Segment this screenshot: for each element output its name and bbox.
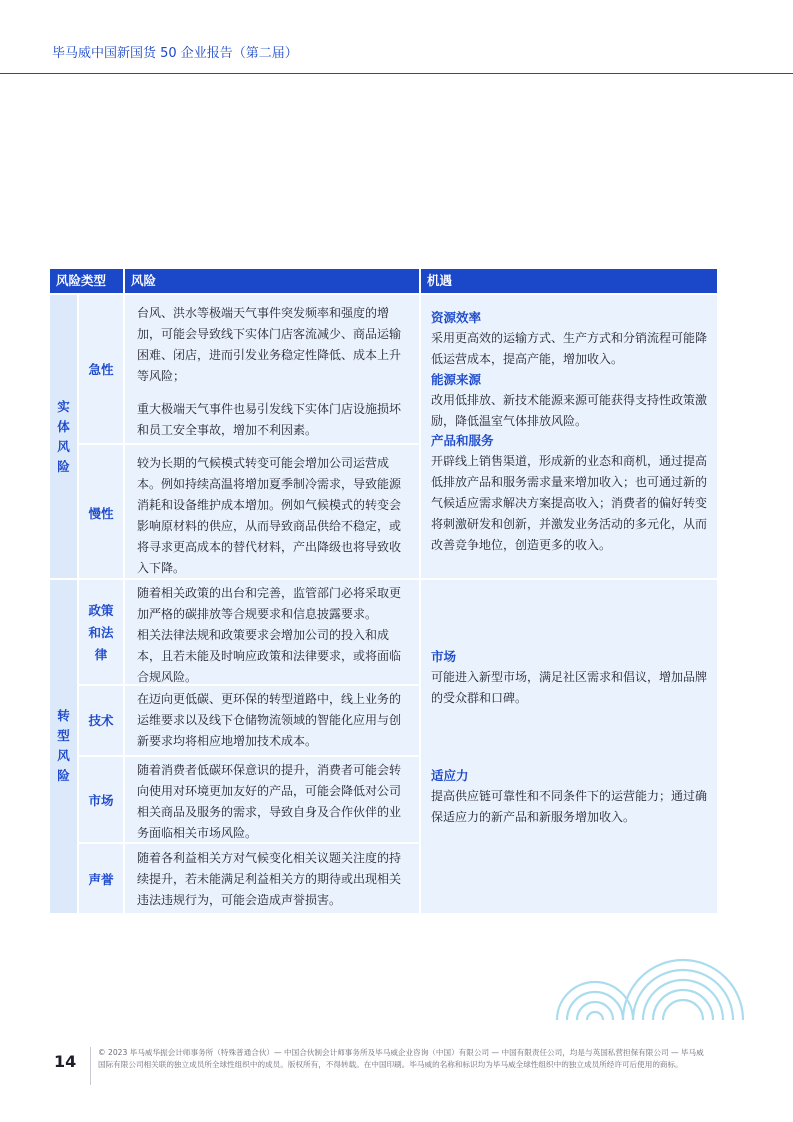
category-char: 险 [57,459,70,474]
risk-technology [125,686,419,755]
category-physical-risk [50,295,77,578]
subtype-label: 和法 [88,625,114,640]
subtype-technology [79,686,123,755]
opportunity-transition [421,580,717,913]
risk-reputation [125,844,419,913]
column-risk-type: 风险类型 [56,273,107,288]
category-char: 实 [57,399,70,414]
risk-text: 相关法律法规和政策要求会增加公司的投入和成本，且若未能及时响应政策和法律要求，或将面临合规风险。 [137,628,402,684]
footer-copyright: © 2023 毕马威华振会计师事务所（特殊普通合伙）— 中国合伙制会计师事务所及毕马威企业咨询（中国）有限公司 — 中国有限责任公司，均是与英国私营担保有限公司 — 毕马威国际有限公司相关联的独立成员所全球性组织中的成员。版权所有，不得转载。在中国印刷。毕马威的名称和标识均为毕马威全球性组织中的独立成员所经许可后使用的商标。 [98,1048,704,1069]
category-char: 转 [57,708,70,723]
opportunity-title: 资源效率 [431,310,482,325]
category-char: 体 [57,419,70,434]
category-char: 险 [57,768,70,783]
decorative-arcs-icon [555,945,745,1020]
risk-market [125,757,419,842]
opportunity-text: 提高供应链可靠性和不同条件下的运营能力；通过确保适应力的新产品和新服务增加收入。 [431,789,708,824]
opportunity-text: 可能进入新型市场，满足社区需求和倡议，增加品牌的受众群和口碑。 [431,670,708,705]
opportunity-text: 采用更高效的运输方式、生产方式和分销流程可能降低运营成本，提高产能，增加收入。 [431,331,708,366]
category-transition-risk [50,580,77,913]
category-char: 型 [57,728,70,743]
subtype-label: 律 [94,647,108,662]
subtype-chronic [79,445,123,578]
subtype-policy-law [79,580,123,684]
opportunity-title: 能源来源 [431,372,482,387]
risk-text: 台风、洪水等极端天气事件突发频率和强度的增加，可能会导致线下实体门店客流减少、商品运输困难、闭店，进而引发业务稳定性降低、成本上升等风险； [137,306,402,383]
risk-text: 重大极端天气事件也易引发线下实体门店设施损坏和员工安全事故，增加不利因素。 [137,402,402,437]
risk-acute [125,295,419,443]
subtype-label: 政策 [88,603,114,618]
page-number: 14 [54,1052,77,1071]
column-risk: 风险 [131,273,157,288]
opportunity-physical [421,295,717,578]
subtype-acute [79,295,123,443]
table-header [50,269,717,293]
risk-text: 随着各利益相关方对气候变化相关议题关注度的持续提升，若未能满足利益相关方的期待或出现相关违法违规行为，可能会造成声誉损害。 [137,851,402,907]
subtype-market [79,757,123,842]
subtype-label: 急性 [88,362,114,377]
category-char: 风 [57,748,70,763]
risk-text: 较为长期的气候模式转变可能会增加公司运营成本。例如持续高温将增加夏季制冷需求，导致能源消耗和设备维护成本增加。例如气候模式的转变会影响原材料的供应，从而导致商品供给不稳定，或将寻求更高成本的替代材料，产出降级也将导致收入下降。 [137,456,402,575]
subtype-reputation [79,844,123,913]
header-title: 毕马威中国新国货 50 企业报告（第二届） [52,46,298,61]
subtype-label: 慢性 [88,506,114,521]
opportunity-title: 市场 [431,649,457,664]
subtype-label: 市场 [88,793,114,808]
risk-text: 随着相关政策的出台和完善，监管部门必将采取更加严格的碳排放等合规要求和信息披露要求。 [137,586,402,621]
risk-chronic [125,445,419,578]
opportunity-text: 开辟线上销售渠道，形成新的业态和商机，通过提高低排放产品和服务需求量来增加收入；也可通过新的气候适应需求解决方案提高收入；消费者的偏好转变将刺激研发和创新，并激发业务活动的多元化，从而改善竞争地位，创造更多的收入。 [431,454,708,552]
category-char: 风 [57,439,70,454]
risk-text: 在迈向更低碳、更环保的转型道路中，线上业务的运维要求以及线下仓储物流领域的智能化应用与创新要求均将相应地增加技术成本。 [137,692,402,748]
opportunity-text: 改用低排放、新技术能源来源可能获得支持性政策激励，降低温室气体排放风险。 [431,393,708,428]
header-rule [0,73,793,74]
subtype-label: 技术 [88,713,114,728]
risk-policy-law [125,580,419,684]
footer-divider [90,1047,91,1085]
opportunity-title: 产品和服务 [431,433,494,448]
risk-text: 随着消费者低碳环保意识的提升，消费者可能会转向使用对环境更加友好的产品，可能会降低对公司相关商品及服务的需求，导致自身及合作伙伴的业务面临相关市场风险。 [137,763,402,840]
opportunity-title: 适应力 [431,768,469,783]
subtype-label: 声誉 [88,872,114,887]
column-opportunity: 机遇 [427,273,453,288]
